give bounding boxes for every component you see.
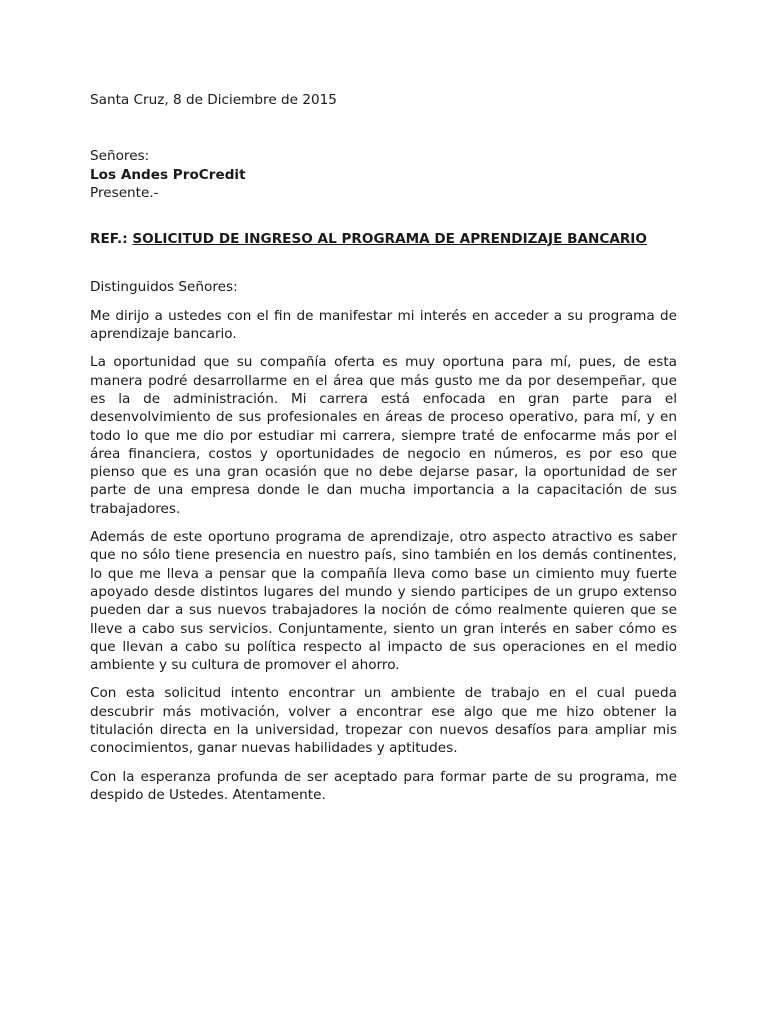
salutation-to: Señores: [90,148,150,165]
reference-line [90,230,677,248]
body-paragraph-3: Además de este oportuno programa de aprendizaje, otro aspecto atractivo es saber que no sólo tiene presencia en nuestro país, sino también en los demás continentes, lo que me lleva a pensar que la compañía lleva como base un cimiento muy fuerte apoyado desde distintos lugares del mundo y siendo participes de un grupo extenso pueden dar a sus nuevos trabajadores la noción de cómo realmente quieren que se lleve a cabo sus servicios. Conjuntamente, siento un gran interés en saber cómo es que llevan a cabo su política respecto al impacto de sus operaciones en el medio ambiente y su cultura de promover el ahorro. [90,529,677,674]
reference-subject: SOLICITUD DE INGRESO AL PROGRAMA DE APRENDIZAJE BANCARIO [132,231,647,248]
letter-page [90,91,677,814]
recipient-name: Los Andes ProCredit [90,166,246,183]
body-paragraph-2: La oportunidad que su compañía oferta es muy oportuna para mí, pues, de esta manera podré desarrollarme en el área que más gusto me da por desempeñar, que es la de administración. Mi carrera está enfocada en gran parte para el desenvolvimiento de sus profesionales en áreas de proceso operativo, para mí, y en todo lo que me dio por estudiar mi carrera, siempre traté de enfocarme más por el área financiera, costos y oportunidades de negocio en números, es por eso que pienso que es una gran ocasión que no debe dejarse pasar, la oportunidad de ser parte de una empresa donde le dan mucha importancia a la capacitación de sus trabajadores. [90,354,677,517]
closing-paragraph: Con la esperanza profunda de ser aceptado para formar parte de su programa, me despido de Ustedes. Atentamente. [90,768,677,803]
body-paragraph-4: Con esta solicitud intento encontrar un ambiente de trabajo en el cual pueda descubrir más motivación, volver a encontrar ese algo que me hizo obtener la titulación directa en la universidad, tropezar con nuevos desafíos para ampliar mis conocimientos, ganar nuevas habilidades y aptitudes. [90,685,677,757]
body-paragraph-1: Me dirijo a ustedes con el fin de manifestar mi interés en acceder a su programa de aprendizaje bancario. [90,307,677,343]
letter-date: Santa Cruz, 8 de Diciembre de 2015 [90,92,337,108]
reference-label: REF.: [90,231,128,248]
presente-line: Presente.- [90,184,159,201]
greeting: Distinguidos Señores: [90,279,238,296]
